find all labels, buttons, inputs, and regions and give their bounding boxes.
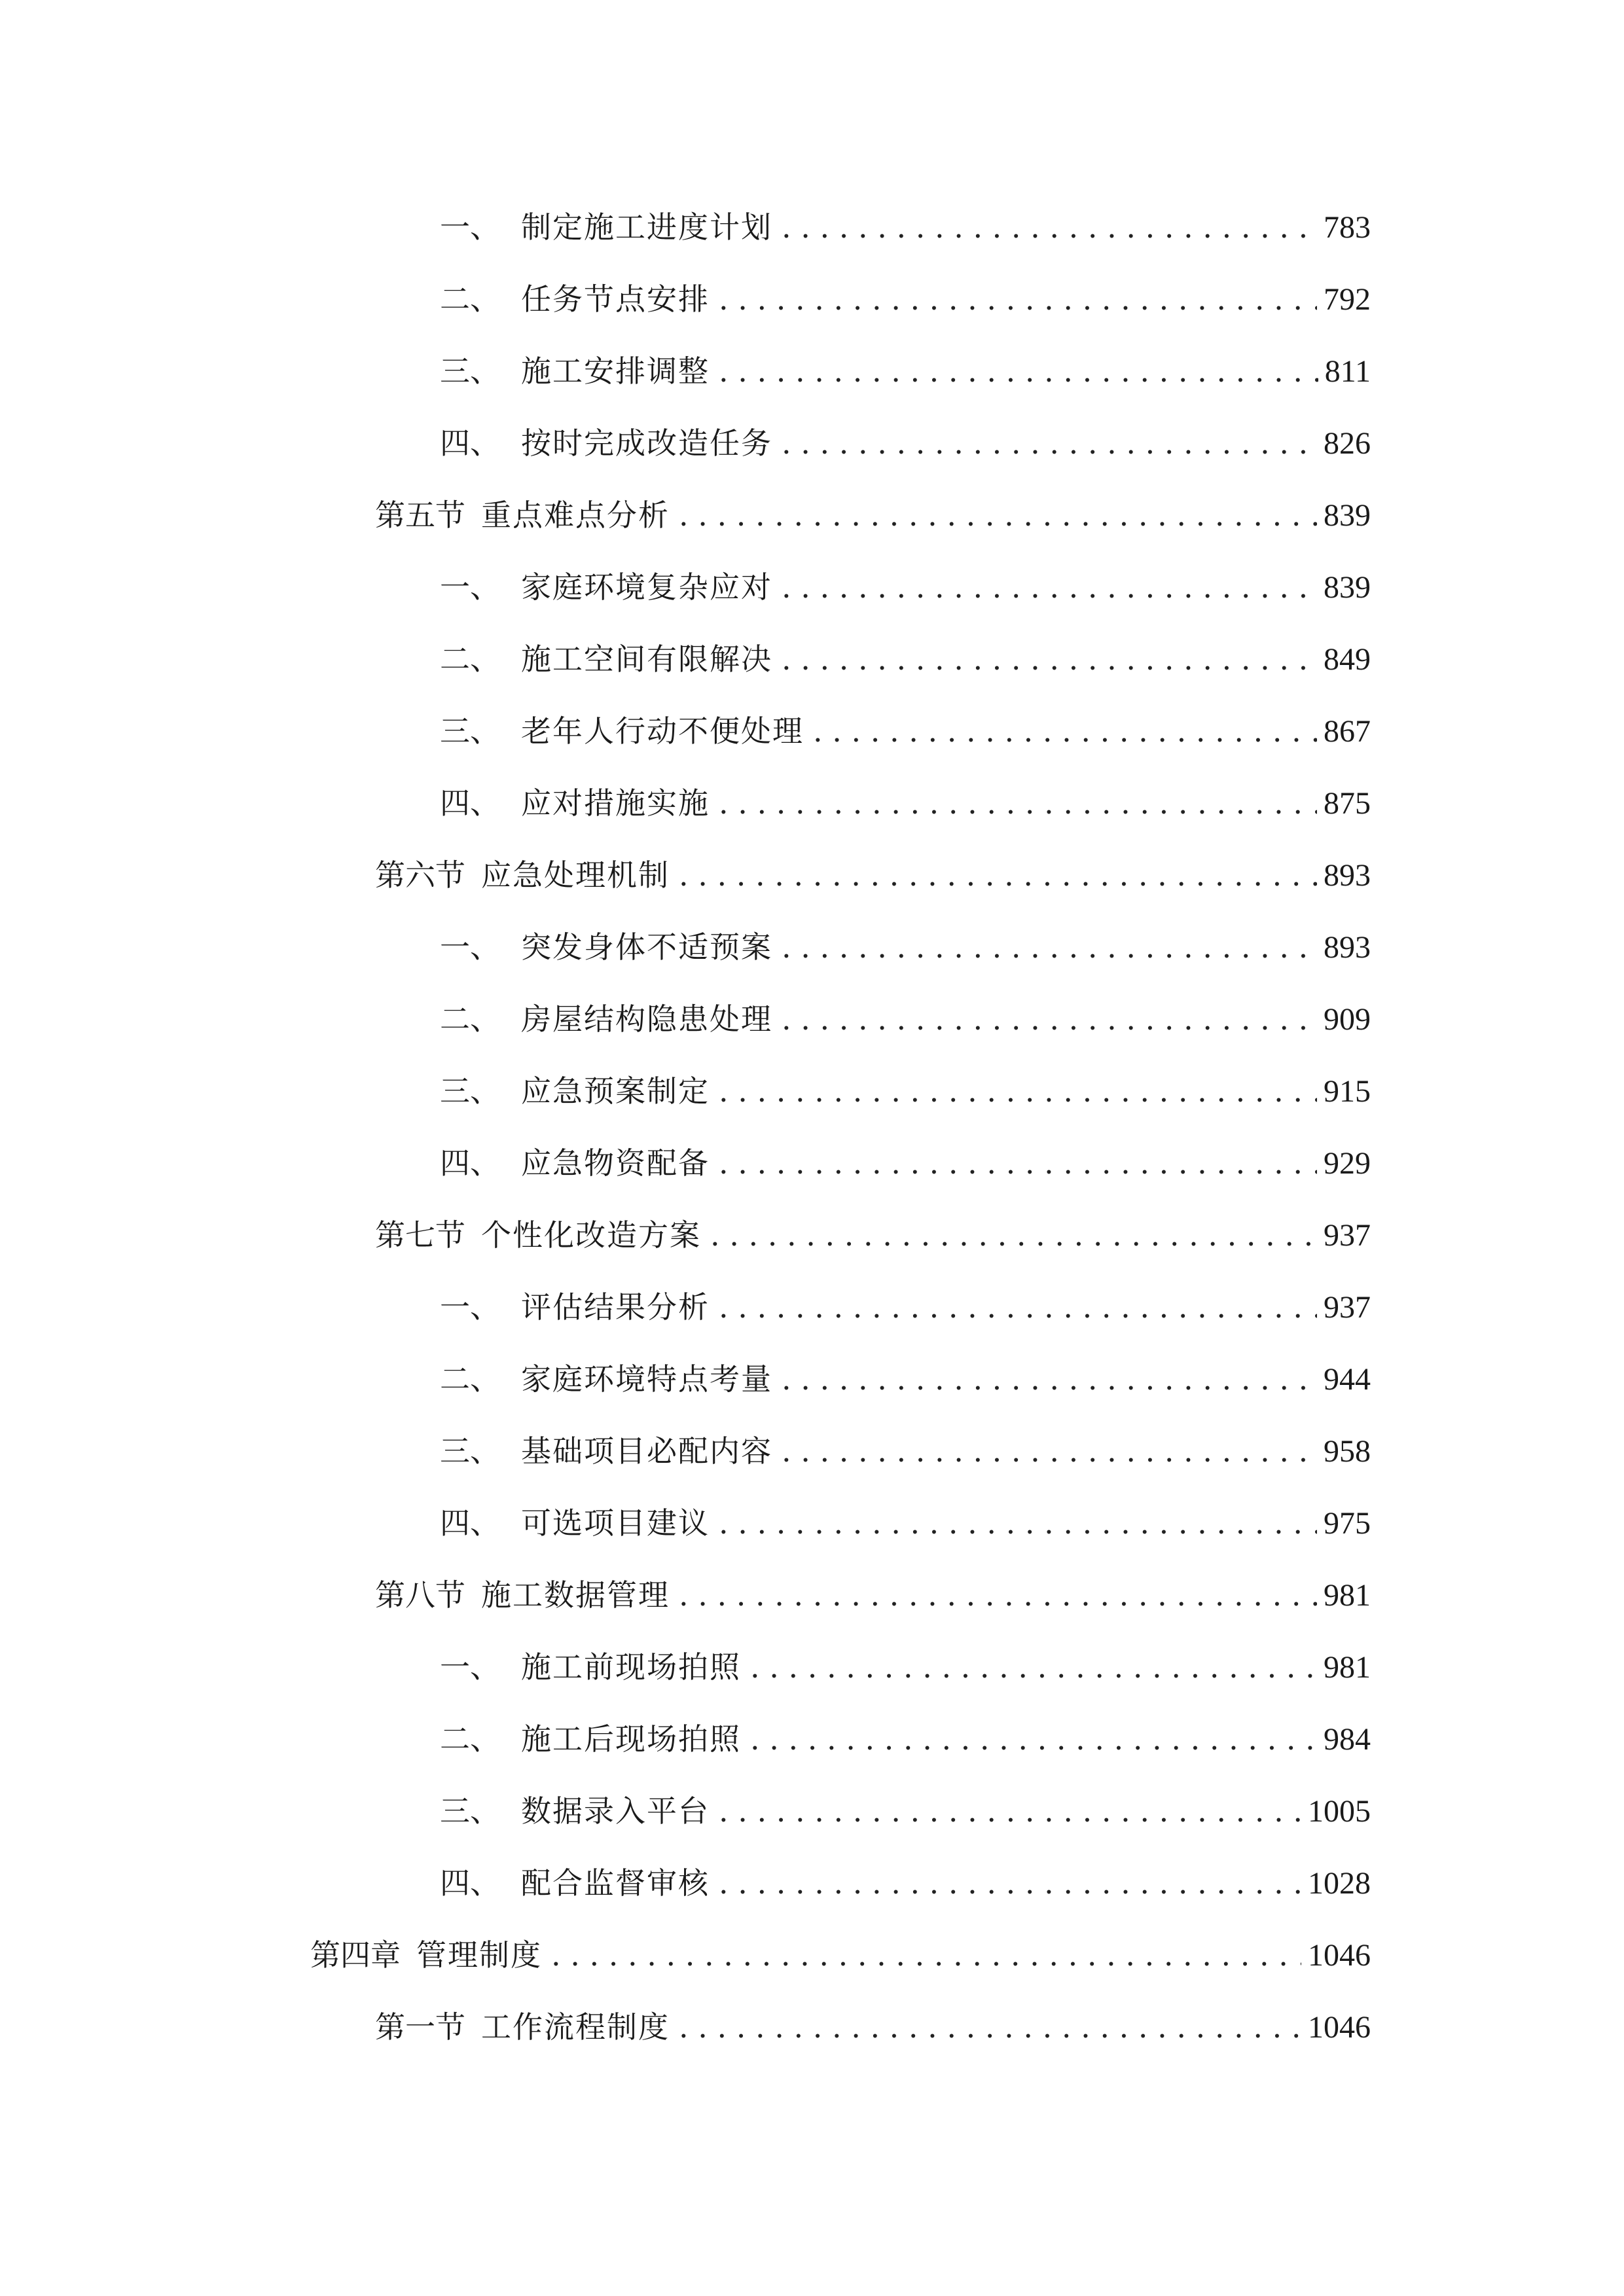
toc-entry-number: 三、 <box>440 1073 500 1109</box>
toc-entry-item[interactable] <box>440 1716 1371 1762</box>
dot-leader <box>782 996 1317 1042</box>
toc-entry-number: 四、 <box>440 1505 500 1541</box>
toc-entry-item[interactable] <box>440 204 1371 250</box>
toc-entry-item[interactable] <box>440 420 1371 466</box>
dot-leader <box>679 2004 1301 2050</box>
toc-entry-title: 数据录入平台 <box>521 1793 710 1829</box>
toc-entry-page: 839 <box>1324 570 1371 605</box>
toc-entry-page: 849 <box>1324 642 1371 677</box>
toc-entry-page: 875 <box>1324 786 1371 821</box>
toc-entry-title: 家庭环境特点考量 <box>521 1361 772 1397</box>
dot-leader <box>679 852 1317 898</box>
toc-entry-number: 一、 <box>440 569 500 605</box>
toc-entry-page: 1028 <box>1308 1866 1371 1901</box>
toc-entry-item[interactable] <box>440 780 1371 826</box>
dot-leader <box>551 1932 1301 1978</box>
toc-entry-chapter[interactable] <box>310 1932 1371 1978</box>
toc-entry-page: 893 <box>1324 858 1371 893</box>
toc-entry-title: 工作流程制度 <box>481 2009 670 2045</box>
toc-entry-number: 第四章 <box>310 1937 401 1973</box>
toc-entry-number: 二、 <box>440 641 500 677</box>
toc-entry-number: 第七节 <box>375 1217 465 1253</box>
dot-leader <box>782 1356 1317 1402</box>
toc-entry-title: 按时完成改造任务 <box>521 425 772 461</box>
toc-entry-page: 937 <box>1324 1218 1371 1253</box>
toc-entry-page: 984 <box>1324 1722 1371 1757</box>
dot-leader <box>813 708 1317 754</box>
toc-entry-title: 基础项目必配内容 <box>521 1433 772 1469</box>
toc-entry-item[interactable] <box>440 276 1371 322</box>
toc-entry-number: 二、 <box>440 1001 500 1037</box>
toc-entry-item[interactable] <box>440 1068 1371 1114</box>
toc-entry-page: 981 <box>1324 1578 1371 1613</box>
toc-entry-number: 三、 <box>440 1433 500 1469</box>
toc-entry-title: 评估结果分析 <box>521 1289 710 1325</box>
toc-entry-item[interactable] <box>440 1860 1371 1906</box>
toc-entry-page: 811 <box>1324 354 1371 389</box>
toc-entry-item[interactable] <box>440 996 1371 1042</box>
dot-leader <box>750 1644 1317 1690</box>
toc-entry-number: 三、 <box>440 1793 500 1829</box>
toc-entry-number: 四、 <box>440 425 500 461</box>
dot-leader <box>719 348 1318 394</box>
dot-leader <box>782 564 1317 610</box>
toc-entry-page: 958 <box>1324 1434 1371 1469</box>
toc-entry-page: 839 <box>1324 498 1371 533</box>
toc-entry-title: 房屋结构隐患处理 <box>521 1001 772 1037</box>
toc-entry-section[interactable] <box>375 852 1371 898</box>
toc-entry-item[interactable] <box>440 708 1371 754</box>
toc-entry-item[interactable] <box>440 636 1371 682</box>
toc-entry-title: 应急物资配备 <box>521 1145 710 1181</box>
toc-entry-page: 792 <box>1324 282 1371 317</box>
dot-leader <box>782 204 1317 250</box>
toc-entry-number: 三、 <box>440 713 500 749</box>
toc-entry-item[interactable] <box>440 1356 1371 1402</box>
toc-entry-item[interactable] <box>440 924 1371 970</box>
toc-entry-title: 应对措施实施 <box>521 785 710 821</box>
toc-entry-number: 一、 <box>440 929 500 965</box>
dot-leader <box>719 1068 1317 1114</box>
dot-leader <box>679 492 1317 538</box>
toc-entry-title: 突发身体不适预案 <box>521 929 772 965</box>
toc-entry-page: 893 <box>1324 930 1371 965</box>
toc-entry-title: 施工后现场拍照 <box>521 1721 741 1757</box>
toc-entry-title: 老年人行动不便处理 <box>521 713 804 749</box>
toc-entry-title: 可选项目建议 <box>521 1505 710 1541</box>
toc-entry-number: 第六节 <box>375 857 465 893</box>
toc-entry-item[interactable] <box>440 1140 1371 1186</box>
toc-entry-page: 975 <box>1324 1506 1371 1541</box>
toc-entry-item[interactable] <box>440 564 1371 610</box>
toc-entry-title: 应急预案制定 <box>521 1073 710 1109</box>
toc-entry-page: 1046 <box>1308 1938 1371 1973</box>
toc-entry-page: 915 <box>1324 1074 1371 1109</box>
toc-entry-title: 配合监督审核 <box>521 1865 710 1901</box>
toc-entry-section[interactable] <box>375 2004 1371 2050</box>
toc-entry-page: 909 <box>1324 1002 1371 1037</box>
dot-leader <box>719 276 1317 322</box>
toc-entry-title: 任务节点安排 <box>521 281 710 317</box>
dot-leader <box>719 1500 1317 1546</box>
toc-entry-item[interactable] <box>440 1644 1371 1690</box>
toc-entry-title: 施工安排调整 <box>521 353 710 389</box>
dot-leader <box>679 1572 1317 1618</box>
toc-entry-number: 第八节 <box>375 1577 465 1613</box>
toc-entry-title: 管理制度 <box>416 1937 542 1973</box>
toc-entry-title: 应急处理机制 <box>481 857 670 893</box>
toc-entry-page: 826 <box>1324 426 1371 461</box>
toc-entry-title: 家庭环境复杂应对 <box>521 569 772 605</box>
dot-leader <box>710 1212 1317 1258</box>
toc-entry-item[interactable] <box>440 1788 1371 1834</box>
dot-leader <box>782 636 1317 682</box>
toc-entry-number: 四、 <box>440 1865 500 1901</box>
toc-entry-page: 944 <box>1324 1362 1371 1397</box>
toc-entry-title: 重点难点分析 <box>481 497 670 533</box>
toc-entry-number: 一、 <box>440 209 500 245</box>
toc-entry-number: 第一节 <box>375 2009 465 2045</box>
dot-leader <box>782 924 1317 970</box>
toc-entry-page: 867 <box>1324 714 1371 749</box>
dot-leader <box>782 420 1317 466</box>
toc-entry-number: 一、 <box>440 1289 500 1325</box>
toc-entry-item[interactable] <box>440 1284 1371 1330</box>
dot-leader <box>719 1788 1301 1834</box>
dot-leader <box>782 1428 1317 1474</box>
toc-entry-page: 1005 <box>1308 1794 1371 1829</box>
toc-entry-number: 二、 <box>440 1721 500 1757</box>
toc-entry-page: 929 <box>1324 1146 1371 1181</box>
toc-entry-page: 937 <box>1324 1290 1371 1325</box>
toc-entry-number: 四、 <box>440 1145 500 1181</box>
toc-entry-title: 施工前现场拍照 <box>521 1649 741 1685</box>
toc-entry-title: 施工数据管理 <box>481 1577 670 1613</box>
toc-entry-section[interactable] <box>375 1572 1371 1618</box>
toc-entry-item[interactable] <box>440 1500 1371 1546</box>
toc-entry-page: 1046 <box>1308 2010 1371 2045</box>
toc-entry-number: 二、 <box>440 1361 500 1397</box>
dot-leader <box>719 780 1317 826</box>
toc-entry-section[interactable] <box>375 492 1371 538</box>
toc-entry-number: 第五节 <box>375 497 465 533</box>
toc-entry-number: 三、 <box>440 353 500 389</box>
toc-entry-number: 二、 <box>440 281 500 317</box>
toc-entry-title: 施工空间有限解决 <box>521 641 772 677</box>
dot-leader <box>719 1140 1317 1186</box>
toc-entry-page: 981 <box>1324 1650 1371 1685</box>
toc-entry-number: 四、 <box>440 785 500 821</box>
toc-entry-item[interactable] <box>440 348 1371 394</box>
toc-entry-page: 783 <box>1324 210 1371 245</box>
toc-entry-title: 个性化改造方案 <box>481 1217 701 1253</box>
toc-entry-section[interactable] <box>375 1212 1371 1258</box>
toc-entry-number: 一、 <box>440 1649 500 1685</box>
dot-leader <box>719 1284 1317 1330</box>
dot-leader <box>750 1716 1317 1762</box>
toc-entry-item[interactable] <box>440 1428 1371 1474</box>
dot-leader <box>719 1860 1301 1906</box>
toc-entry-title: 制定施工进度计划 <box>521 209 772 245</box>
